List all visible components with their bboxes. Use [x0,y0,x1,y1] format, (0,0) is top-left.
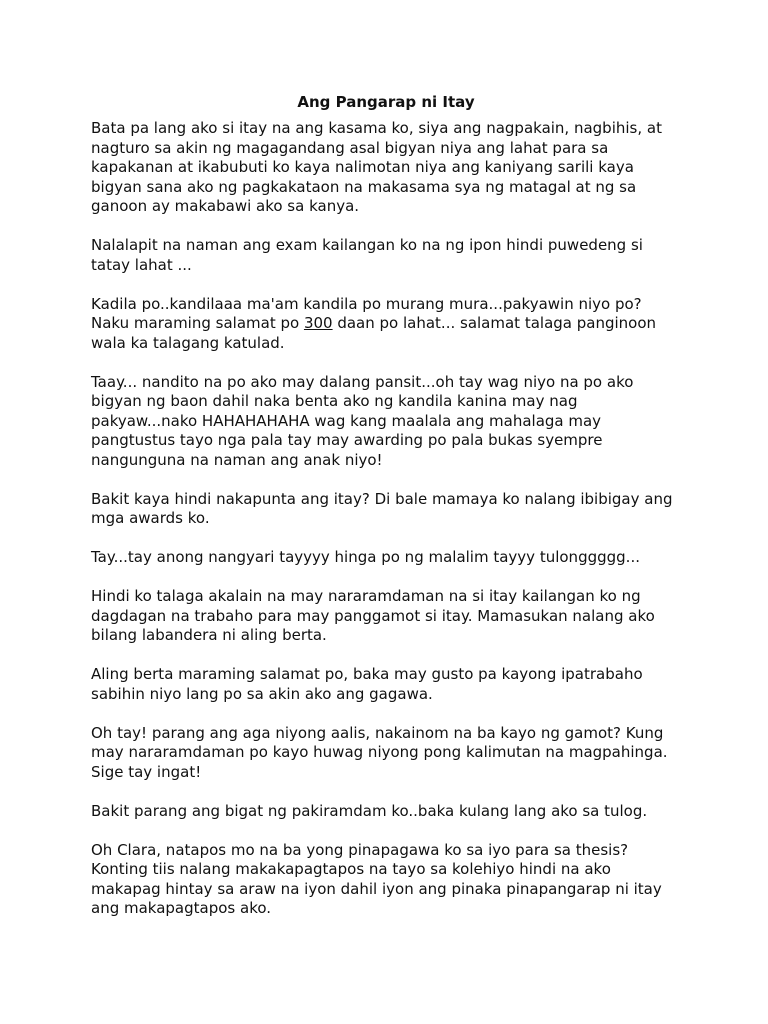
paragraph-9: Oh tay! parang ang aga niyong aalis, nakainom na ba kayo ng gamot? Kung may nararamdaman po kayo huwag niyong pong kalimutan na magpahinga. Sige tay ingat! [91,723,668,781]
paragraph-11: Oh Clara, natapos mo na ba yong pinapagawa ko sa iyo para sa thesis? Konting tiis nalang makakapagtapos na tayo sa kolehiyo hindi na ako makapag hintay sa araw na iyon dahil iyon ang pinaka pinapangarap ni itay ang makapagtapos ako. [91,840,662,917]
underlined-amount: 300 [303,314,333,332]
paragraph-5: Bakit kaya hindi nakapunta ang itay? Di bale mamaya ko nalang ibibigay ang mga awards ko. [91,489,673,527]
document-page [91,93,681,938]
paragraph-10: Bakit parang ang bigat ng pakiramdam ko..baka kulang lang ako sa tulog. [91,801,648,820]
paragraph-4: Taay... nandito na po ako may dalang pansit...oh tay wag niyo na po ako bigyan ng baon dahil naka benta ako ng kandila kanina may nag pakyaw...nako HAHAHAHAHA wag kang maalala ang mahalaga may pangtustus tayo nga pala tay may awarding po pala bukas syempre nangunguna na naman ang anak niyo! [91,372,634,469]
paragraph-2: Nalalapit na naman ang exam kailangan ko na ng ipon hindi puwedeng si tatay lahat ... [91,236,643,274]
paragraph-3 [91,295,681,354]
paragraph-6: Tay...tay anong nangyari tayyyy hinga po ng malalim tayyy tulonggggg... [91,548,640,566]
document-title: Ang Pangarap ni Itay [297,93,475,111]
paragraph-3-text-after: daan po lahat... salamat talaga panginoon wala ka talagang katulad. [91,314,657,352]
paragraph-8: Aling berta maraming salamat po, baka may gusto pa kayong ipatrabaho sabihin niyo lang po sa akin ako ang gagawa. [91,665,643,703]
paragraph-3-text-before: Kadila po..kandilaaa ma'am kandila po murang mura...pakyawin niyo po? Naku maraming salamat po [91,294,642,332]
paragraph-7: Hindi ko talaga akalain na may nararamdaman na si itay kailangan ko ng dagdagan na trabaho para may panggamot si itay. Mamasukan nalang ako bilang labandera ni aling berta. [91,587,655,644]
paragraph-1: Bata pa lang ako si itay na ang kasama ko, siya ang nagpakain, nagbihis, at nagturo sa akin ng magagandang asal bigyan niya ang lahat para sa kapakanan at ikabubuti ko kaya nalimotan niya ang kaniyang sarili kaya bigyan sana ako ng pagkakataon na makasama sya ng matagal at ng sa ganoon ay makabawi ako sa kanya. [91,119,662,215]
